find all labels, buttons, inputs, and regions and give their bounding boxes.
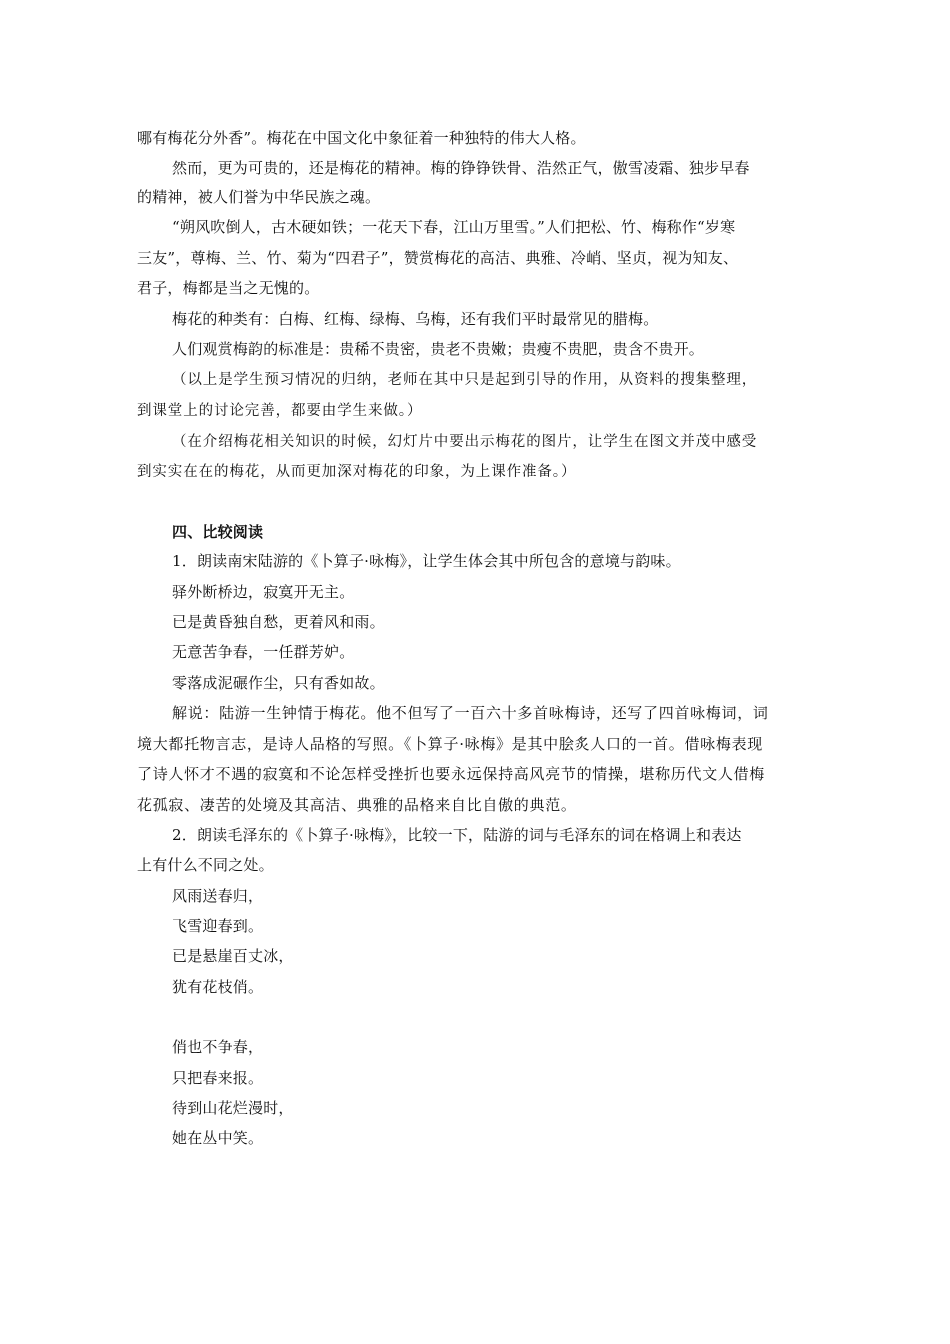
poem-line: 待到山花烂漫时， (172, 1099, 294, 1117)
paragraph-line: 三友”，尊梅、兰、竹、菊为“四君子”，赞赏梅花的高洁、典雅、冷峭、坚贞，视为知友、 (137, 249, 739, 267)
paragraph-line: 1．朗读南宋陆游的《卜算子·咏梅》，让学生体会其中所包含的意境与韵味。 (172, 552, 681, 570)
paragraph-line: 人们观赏梅韵的标准是：贵稀不贵密，贵老不贵嫩；贵瘦不贵肥，贵含不贵开。 (172, 340, 705, 358)
teacher-note-line: （在介绍梅花相关知识的时候，幻灯片中要出示梅花的图片，让学生在图文并茂中感受 (172, 434, 758, 450)
section-heading: 四、比较阅读 (172, 523, 264, 541)
commentary-line: 解说：陆游一生钟情于梅花。他不但写了一百六十多首咏梅诗，还写了四首咏梅词，词 (172, 704, 769, 722)
paragraph-line: 哪有梅花分外香”。梅花在中国文化中象征着一种独特的伟大人格。 (137, 129, 586, 147)
poem-line: 俏也不争春， (172, 1038, 264, 1056)
teacher-note-line: （以上是学生预习情况的归纳，老师在其中只是起到引导的作用，从资料的搜集整理， (172, 372, 758, 388)
paragraph-line: 君子，梅都是当之无愧的。 (137, 279, 320, 297)
paragraph-line: 梅花的种类有：白梅、红梅、绿梅、乌梅，还有我们平时最常见的腊梅。 (172, 310, 659, 328)
paragraph-line: 2．朗读毛泽东的《卜算子·咏梅》，比较一下，陆游的词与毛泽东的词在格调上和表达 (172, 826, 742, 844)
poem-line: 无意苦争春，一任群芳妒。 (172, 643, 355, 661)
poem-line: 已是悬崖百丈冰， (172, 947, 294, 965)
paragraph-line: 上有什么不同之处。 (137, 856, 274, 874)
poem-line: 犹有花枝俏。 (172, 978, 264, 996)
teacher-note-line: 到课堂上的讨论完善，都要由学生来做。） (137, 403, 423, 419)
poem-line: 只把春来报。 (172, 1069, 264, 1087)
poem-line: 驿外断桥边，寂寞开无主。 (172, 583, 355, 601)
poem-line: 风雨送春归， (172, 887, 264, 905)
poem-line: 她在丛中笑。 (172, 1129, 264, 1147)
poem-line: 已是黄昏独自愁，更着风和雨。 (172, 613, 385, 631)
commentary-line: 境大都托物言志，是诗人品格的写照。《卜算子·咏梅》是其中脍炙人口的一首。借咏梅表现 (137, 735, 763, 753)
commentary-line: 了诗人怀才不遇的寂寞和不论怎样受挫折也要永远保持高风亮节的情操，堪称历代文人借梅 (137, 765, 766, 783)
paragraph-line: “朔风吹倒人，古木硬如铁；一花天下春，江山万里雪。”人们把松、竹、梅称作“岁寒 (172, 218, 736, 236)
poem-line: 零落成泥碾作尘，只有香如故。 (172, 674, 385, 692)
paragraph-line: 然而，更为可贵的，还是梅花的精神。梅的铮铮铁骨、浩然正气，傲雪凌霜、独步早春 (172, 159, 750, 177)
paragraph-line: 的精神，被人们誉为中华民族之魂。 (137, 188, 381, 206)
commentary-line: 花孤寂、凄苦的处境及其高洁、典雅的品格来自比自傲的典范。 (137, 796, 577, 814)
teacher-note-line: 到实实在在的梅花，从而更加深对梅花的印象，为上课作准备。） (137, 464, 577, 480)
poem-line: 飞雪迎春到。 (172, 917, 264, 935)
